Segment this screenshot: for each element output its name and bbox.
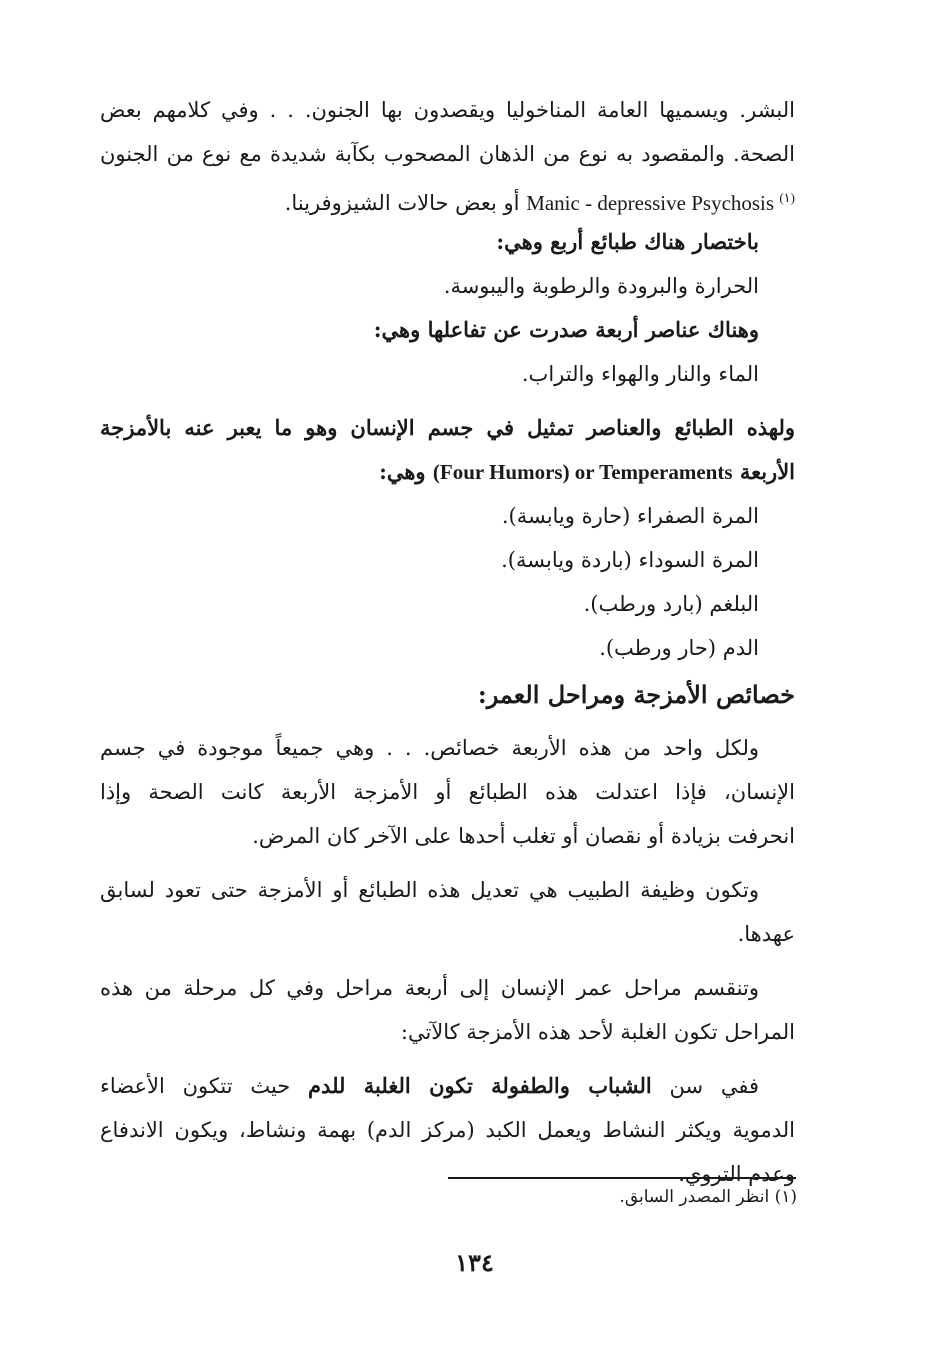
elements-list: الماء والنار والهواء والتراب. bbox=[521, 362, 759, 386]
page-number: ١٣٤ bbox=[455, 1248, 494, 1277]
youth-prefix: ففي سن bbox=[669, 1074, 759, 1098]
humor-item: البلغم (بارد ورطب). bbox=[583, 592, 759, 616]
natures-intro: باختصار هناك طبائع أربع وهي: bbox=[496, 229, 759, 254]
paragraph-1-line-1: البشر. ويسميها العامة المناخوليا ويقصدون بها الجنون. . . وفي كلامهم بعض bbox=[100, 98, 795, 122]
elements-intro: وهناك عناصر أربعة صدرت عن تفاعلها وهي: bbox=[373, 317, 759, 342]
youth-line-2: الدموية ويكثر النشاط ويعمل الكبد (مركز الدم) بهمة ونشاط، ويكون الاندفاع bbox=[100, 1118, 795, 1142]
humors-paragraph-line-2 bbox=[100, 450, 795, 494]
natures-list: الحرارة والبرودة والرطوبة واليبوسة. bbox=[443, 274, 759, 298]
humors-prefix: الأربعة bbox=[739, 459, 795, 484]
youth-bold-phrase: الشباب والطفولة تكون الغلبة للدم bbox=[308, 1073, 652, 1098]
humor-item: الدم (حار ورطب). bbox=[599, 636, 759, 660]
page-body bbox=[100, 88, 795, 1196]
latin-term-manic-depressive bbox=[526, 191, 795, 215]
paragraph-1-line-3-arabic: أو بعض حالات الشيزوفرينا. bbox=[284, 191, 520, 215]
paragraph-1-line-3 bbox=[100, 176, 795, 220]
paragraph-1-line-2: الصحة. والمقصود به نوع من الذهان المصحوب بكآبة شديدة مع نوع من الجنون bbox=[100, 142, 795, 166]
footnote-divider bbox=[448, 1177, 796, 1179]
properties-line-2: الإنسان، فإذا اعتدلت هذه الطبائع أو الأمزجة الأربعة كانت الصحة وإذا bbox=[100, 780, 795, 804]
section-heading: خصائص الأمزجة ومراحل العمر: bbox=[477, 680, 795, 709]
properties-line-3: انحرفت بزيادة أو نقصان أو تغلب أحدها على الآخر كان المرض. bbox=[252, 824, 795, 848]
stages-line-2: المراحل تكون الغلبة لأحد هذه الأمزجة كالآتي: bbox=[400, 1020, 795, 1044]
physician-line-2: عهدها. bbox=[737, 922, 795, 946]
physician-line-1: وتكون وظيفة الطبيب هي تعديل هذه الطبائع أو الأمزجة حتى تعود لسابق bbox=[100, 878, 759, 902]
youth-suffix: حيث تتكون الأعضاء bbox=[100, 1074, 291, 1098]
humors-suffix: وهي: bbox=[379, 459, 426, 484]
youth-line-3: وعدم التروي. bbox=[678, 1162, 795, 1186]
latin-term-four-humors: (Four Humors) or Temperaments bbox=[432, 460, 733, 484]
footnote-reference: (١) bbox=[779, 190, 795, 205]
manic-depressive-text: Manic - depressive Psychosis bbox=[526, 191, 775, 215]
youth-line-1 bbox=[100, 1064, 795, 1108]
humor-item: المرة الصفراء (حارة ويابسة). bbox=[501, 504, 759, 528]
footnote: (١) انظر المصدر السابق. bbox=[619, 1187, 797, 1207]
humor-item: المرة السوداء (باردة ويابسة). bbox=[501, 548, 759, 572]
properties-line-1: ولكل واحد من هذه الأربعة خصائص. . . وهي جميعاً موجودة في جسم bbox=[100, 736, 759, 760]
humors-paragraph-line-1: ولهذه الطبائع والعناصر تمثيل في جسم الإنسان وهو ما يعبر عنه بالأمزجة bbox=[100, 415, 795, 440]
stages-line-1: وتنقسم مراحل عمر الإنسان إلى أربعة مراحل وفي كل مرحلة من هذه bbox=[100, 976, 759, 1000]
